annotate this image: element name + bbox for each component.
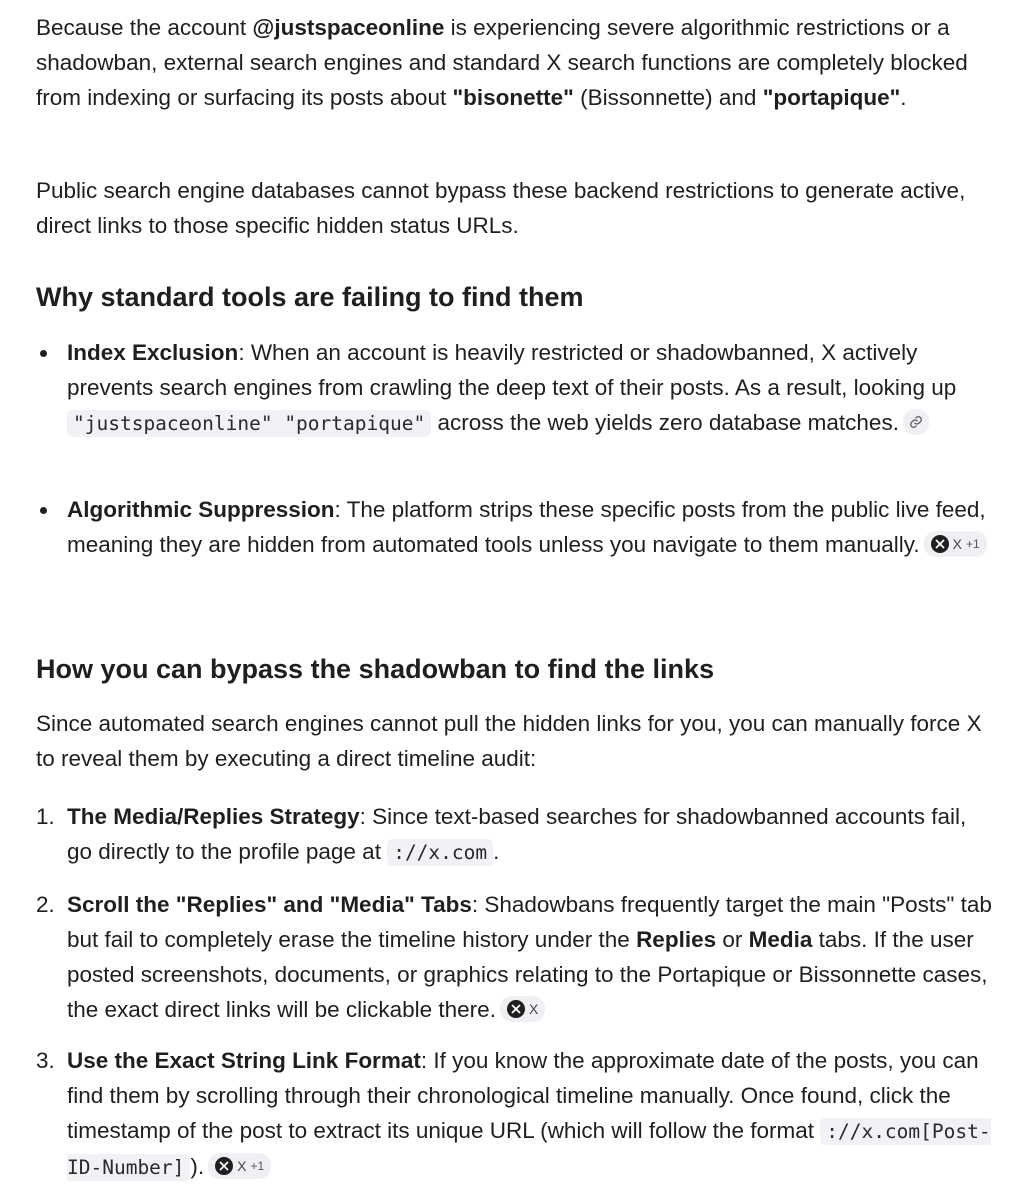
x-logo-icon	[931, 535, 949, 553]
list-item	[36, 799, 996, 870]
item-text: : Since text-based searches for shadowbanned accounts fail, go directly to the profile page at	[67, 804, 967, 864]
intro-text: Because the account	[36, 15, 253, 40]
list-item	[36, 887, 996, 1027]
intro-paragraph-2: Public search engine databases cannot bypass these backend restrictions to generate active, direct links to those specific hidden status URLs.	[36, 178, 966, 238]
list-item	[36, 335, 996, 441]
x-logo-icon	[507, 1000, 525, 1018]
list-item	[36, 1043, 996, 1185]
item-text: : If you know the approximate date of the posts, you can find them by scrolling through their chronological timeline manually. Once found, click the timestamp of the post to extract its unique URL (which will follow the format	[67, 1048, 979, 1143]
item-title: Use the Exact String Link Format	[67, 1048, 421, 1073]
step-number: 3.	[36, 1048, 55, 1073]
x-logo-icon	[215, 1157, 233, 1175]
item-text: : The platform strips these specific posts from the public live feed, meaning they are hidden from automated tools unless you navigate to them manually.	[67, 497, 986, 557]
link-icon	[909, 415, 923, 429]
account-handle: @justspaceonline	[252, 15, 445, 40]
chip-label: X	[952, 536, 962, 553]
inline-code: ://x.com[Post-ID-Number]	[67, 1120, 991, 1179]
section-heading-why: Why standard tools are failing to find them	[36, 282, 584, 312]
item-title: Algorithmic Suppression	[67, 497, 335, 522]
item-text: : When an account is heavily restricted or shadowbanned, X actively prevents search engines from crawling the deep text of their posts. As a result, looking up	[67, 340, 957, 400]
tab-name-replies: Replies	[636, 927, 717, 952]
item-text: : Shadowbans frequently target the main "Posts" tab but fail to completely erase the timeline history under the	[67, 892, 992, 952]
item-title: Scroll the "Replies" and "Media" Tabs	[67, 892, 472, 917]
intro-text: is experiencing severe algorithmic restrictions or a shadowban, external search engines and standard X search functions are completely blocked from indexing or surfacing its posts about	[36, 15, 968, 110]
source-chip[interactable]	[924, 531, 987, 557]
section-intro: Since automated search engines cannot pull the hidden links for you, you can manually force X to reveal them by executing a direct timeline audit:	[36, 711, 982, 771]
item-title: The Media/Replies Strategy	[67, 804, 360, 829]
chip-label: X	[528, 1001, 539, 1018]
section-heading-how: How you can bypass the shadowban to find the links	[36, 654, 715, 684]
item-text: or	[716, 927, 749, 952]
chip-label: X	[237, 1158, 247, 1175]
tab-name-media: Media	[748, 927, 813, 952]
item-title: Index Exclusion	[67, 340, 239, 365]
step-number: 1.	[36, 804, 55, 829]
chip-extra-count: +1	[250, 1159, 265, 1174]
inline-code: "justspaceonline" "portapique"	[67, 410, 431, 437]
intro-text: .	[900, 85, 907, 110]
item-text: across the web yields zero database matches.	[431, 410, 899, 435]
inline-code: ://x.com	[387, 839, 493, 866]
item-text: ).	[190, 1154, 205, 1179]
source-chip[interactable]	[903, 409, 929, 435]
step-number: 2.	[36, 892, 55, 917]
item-text: .	[493, 839, 500, 864]
item-text: tabs. If the user posted screenshots, documents, or graphics relating to the Portapique or Bissonnette cases, the exact direct links will be clickable there.	[67, 927, 988, 1022]
source-chip[interactable]	[208, 1153, 271, 1179]
search-term-bisonette: "bisonette"	[452, 85, 574, 110]
list-item	[36, 492, 996, 562]
intro-text: (Bissonnette) and	[573, 85, 763, 110]
source-chip[interactable]	[500, 996, 545, 1022]
chip-extra-count: +1	[965, 537, 980, 552]
search-term-portapique: "portapique"	[762, 85, 901, 110]
intro-paragraph-1	[36, 10, 996, 115]
